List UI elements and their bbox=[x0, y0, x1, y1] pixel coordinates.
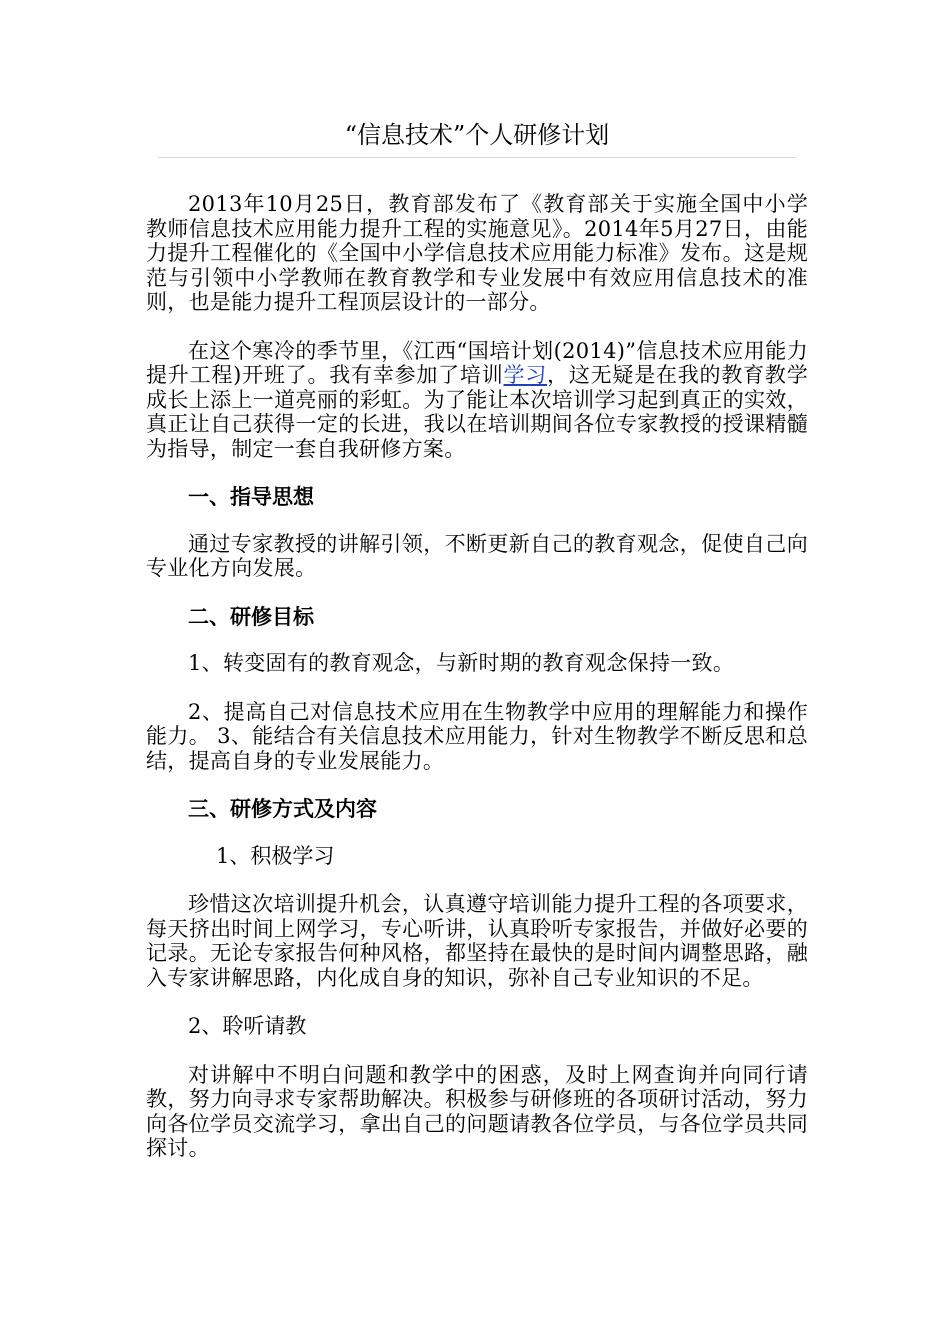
paragraph-intro: 2013年10月25日，教育部发布了《教育部关于实施全国中小学教师信息技术应用能力提升工程的实施意见》。2014年5月27日，由能力提升工程催化的《全国中小学信息技术应用能力标准》发布。这是规范与引领中小学教师在教育教学和专业发展中有效应用信息技术的准则，也是能力提升工程顶层设计的一部分。 bbox=[146, 192, 808, 314]
document-page bbox=[146, 118, 808, 1161]
heading-methods: 三、研修方式及内容 bbox=[188, 797, 377, 821]
paragraph-training-text-2: ，这无疑是在我的教育教学成长上添上一道亮丽的彩虹。为了能让本次培训学习起到真正的实效，真正让自己获得一定的长进，我以在培训期间各位专家教授的授课精髓为指导，制定一套自我研修方案。 bbox=[146, 363, 808, 461]
paragraph-active-learning: 珍惜这次培训提升机会，认真遵守培训能力提升工程的各项要求，每天挤出时间上网学习，专心听讲，认真聆听专家报告，并做好必要的记录。无论专家报告何种风格，都坚持在最快的是时间内调整思路，融入专家讲解思路，内化成自身的知识，弥补自己专业知识的不足。 bbox=[146, 892, 808, 990]
paragraph-training-text-1: 在这个寒冷的季节里，《江西“国培计划(2014)”信息技术应用能力提升工程)开班了。我有幸参加了培训 bbox=[146, 338, 808, 387]
study-link[interactable]: 学习 bbox=[503, 363, 548, 387]
paragraph-listen-consult: 对讲解中不明白问题和教学中的困惑，及时上网查询并向同行请教，努力向寻求专家帮助解决。积极参与研修班的各项研讨活动，努力向各位学员交流学习，拿出自己的问题请教各位学员，与各位学员共同探讨。 bbox=[146, 1062, 808, 1160]
subheading-listen-consult: 2、聆听请教 bbox=[188, 1014, 307, 1038]
subheading-active-learning: 1、积极学习 bbox=[216, 843, 335, 868]
heading-goals: 二、研修目标 bbox=[188, 604, 314, 629]
paragraph-goal-1: 1、转变固有的教育观念，与新时期的教育观念保持一致。 bbox=[188, 651, 735, 675]
heading-guiding-idea: 一、指导思想 bbox=[188, 485, 314, 509]
title-divider bbox=[158, 157, 796, 158]
document-title: “信息技术”个人研修计划 bbox=[344, 121, 610, 149]
paragraph-goal-2: 2、提高自己对信息技术应用在生物教学中应用的理解能力和操作能力。 3、能结合有关信息技术应用能力，针对生物教学不断反思和总结，提高自身的专业发展能力。 bbox=[146, 699, 808, 773]
paragraph-guiding-idea: 通过专家教授的讲解引领，不断更新自己的教育观念，促使自己向专业化方向发展。 bbox=[146, 531, 808, 580]
paragraph-training bbox=[146, 339, 808, 462]
